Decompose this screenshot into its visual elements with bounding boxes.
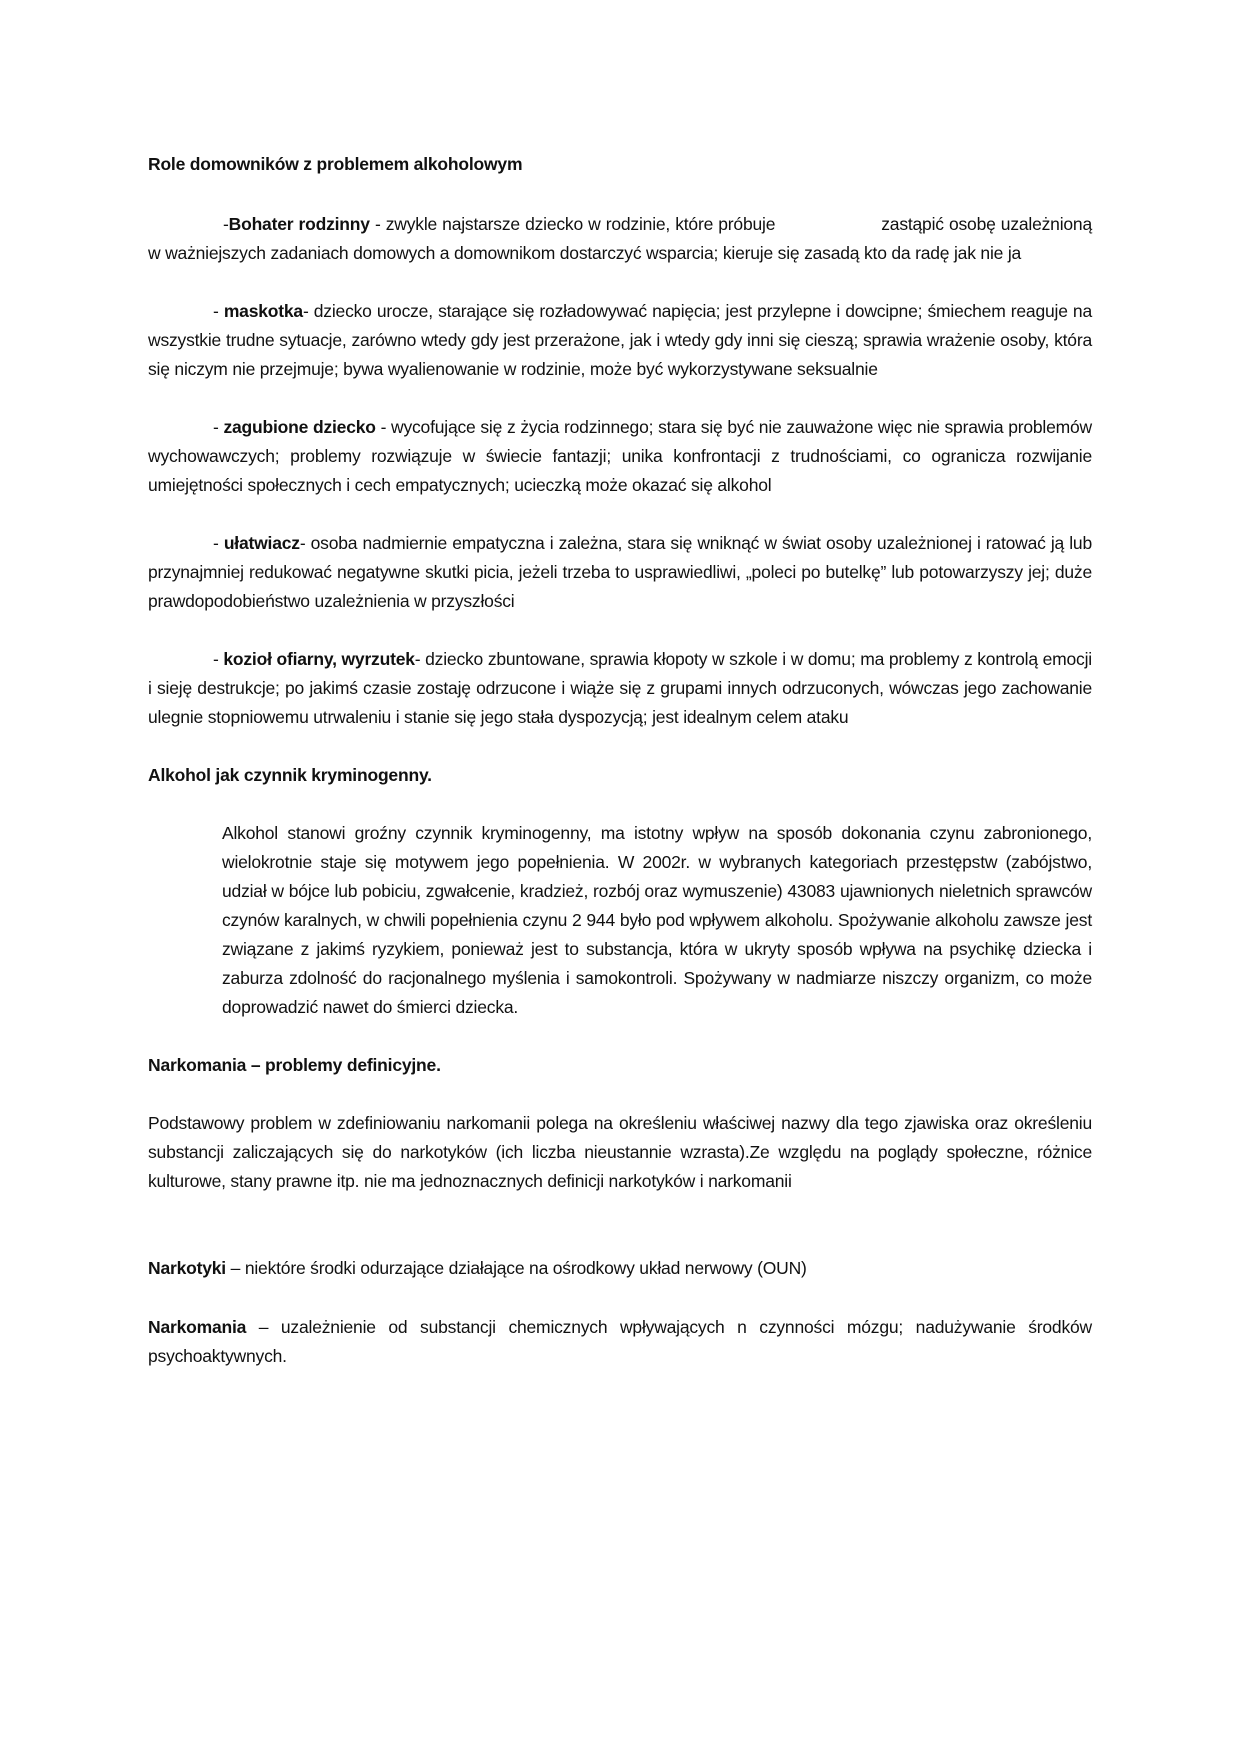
role-mascot: [148, 297, 1092, 384]
section-narcomania-text: Podstawowy problem w zdefiniowaniu narkomanii polega na określeniu właściwej nazwy dla tego zjawiska oraz określeniu substancji zaliczających się do narkotyków (ich liczba nieustannie wzrasta).Ze względu na poglądy społeczne, różnice kulturowe, stany prawne itp. nie ma jednoznacznych definicji narkotyków i narkomanii: [148, 1113, 1092, 1191]
definition-narcomania: [148, 1313, 1092, 1371]
role-mascot-text: - dziecko urocze, starające się rozładowywać napięcia; jest przylepne i dowcipne; śmiechem reaguje na wszystkie trudne sytuacje, zarówno wtedy gdy jest przerażone, jak i wtedy gdy inni się cieszą; sprawia wrażenie osoby, która się niczym nie przejmuje; bywa wyalienowanie w rodzinie, może być wykorzystywane seksualnie: [148, 301, 1092, 379]
role-enabler: [148, 529, 1092, 616]
role-lost-child-prefix: -: [213, 417, 224, 437]
section-alcohol-heading: Alkohol jak czynnik kryminogenny.: [148, 765, 432, 785]
section-alcohol-text: Alkohol stanowi groźny czynnik kryminogenny, ma istotny wpływ na sposób dokonania czynu zabronionego, wielokrotnie staje się motywem jego popełnienia. W 2002r. w wybranych kategoriach przestępstw (zabójstwo, udział w bójce lub pobiciu, zgwałcenie, kradzież, rozbój oraz wymuszenie) 43083 ujawnionych nieletnich sprawców czynów karalnych, w chwili popełnienia czynu 2 944 było pod wpływem alkoholu. Spożywanie alkoholu zawsze jest związane z jakimś ryzykiem, ponieważ jest to substancja, która w ukryty sposób wpływa na psychikę dziecka i zaburza zdolność do racjonalnego myślenia i samokontroli. Spożywany w nadmiarze niszczy organizm, co może doprowadzić nawet do śmierci dziecka.: [222, 823, 1092, 1017]
definition-narcotics-text: – niektóre środki odurzające działające na ośrodkowy układ nerwowy (OUN): [225, 1258, 807, 1278]
definition-narcomania-term: Narkomania: [148, 1317, 247, 1337]
role-mascot-term: maskotka: [223, 301, 303, 321]
role-mascot-prefix: -: [213, 301, 224, 321]
role-scapegoat-term: kozioł ofiarny, wyrzutek: [223, 649, 415, 669]
role-scapegoat-text: - dziecko zbuntowane, sprawia kłopoty w szkole i w domu; ma problemy z kontrolą emocji i sieję destrukcje; po jakimś czasie zostaję odrzucone i wiąże się z grupami innych odrzuconych, wówczas jego zachowanie ulegnie stopniowemu utrwaleniu i stanie się jego stała dyspozycją; jest idealnym celem ataku: [148, 649, 1092, 727]
role-lost-child-text: - wycofujące się z życia rodzinnego; stara się być nie zauważone więc nie sprawia problemów wychowawczych; problemy rozwiązuje w świecie fantazji; unika konfrontacji z trudnościami, co ogranicza rozwijanie umiejętności społecznych i cech empatycznych; ucieczką może okazać się alkohol: [148, 417, 1092, 495]
role-scapegoat-prefix: -: [213, 649, 224, 669]
role-hero-term: Bohater rodzinny: [228, 214, 370, 234]
page-title: Role domowników z problemem alkoholowym: [148, 154, 523, 174]
role-lost-child: [148, 413, 1092, 500]
definition-narcomania-text: – uzależnienie od substancji chemicznych wpływających n czynności mózgu; nadużywanie środków psychoaktywnych.: [148, 1317, 1092, 1366]
role-hero-text-b: zastąpić osobę uzależnioną w ważniejszych zadaniach domowych a domownikom dostarczyć wsparcia; kieruje się zasadą kto da radę jak nie ja: [148, 214, 1092, 263]
role-enabler-term: ułatwiacz: [223, 533, 300, 553]
role-hero-prefix: -: [223, 214, 229, 234]
role-lost-child-term: zagubione dziecko: [223, 417, 376, 437]
section-narcomania-heading: Narkomania – problemy definicyjne.: [148, 1055, 441, 1075]
role-enabler-text: - osoba nadmiernie empatyczna i zależna, stara się wniknąć w świat osoby uzależnionej i ratować ją lub przynajmniej redukować negatywne skutki picia, jeżeli trzeba to usprawiedliwi, „poleci po butelkę” lub potowarzyszy jej; duże prawdopodobieństwo uzależnienia w przyszłości: [148, 533, 1092, 611]
definition-narcotics-term: Narkotyki: [148, 1258, 226, 1278]
role-hero: [148, 210, 1092, 268]
role-hero-text-a: - zwykle najstarsze dziecko w rodzinie, które próbuje: [369, 214, 776, 234]
role-enabler-prefix: -: [213, 533, 224, 553]
role-scapegoat: [148, 645, 1092, 732]
document-content: [148, 150, 1092, 1371]
definition-narcotics: [148, 1254, 1092, 1283]
